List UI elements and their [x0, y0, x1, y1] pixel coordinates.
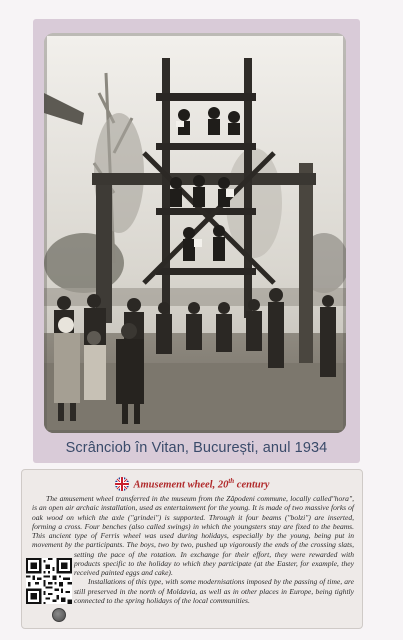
plaque-title-main: Amusement wheel, 20 [133, 479, 229, 491]
historic-photo [44, 33, 346, 433]
uk-flag-icon [115, 477, 129, 491]
plaque-title-tail: century [234, 479, 270, 491]
ferris-wheel-photo-illustration [44, 33, 346, 433]
plaque-paragraph-2: Installations of this type, with some modernisations imposed by the passing of time, are still preserved in the north of Moldavia, as well as in other places in Europe, being tightly connected to the spring holidays of the local communities. [74, 577, 354, 605]
plaque-text [32, 494, 354, 614]
plaque-title-sup: th [228, 477, 235, 486]
plaque-paragraph-1: The amusement wheel transferred in the museum from the Zăpodeni commune, locally called"hora", is an open air archaic installation, used as entertainment for the young. It is made of two massive forks of oak wood on which the axle ("grindei") is supported. Through it four beams ("bolzi") are inserted, forming a cross. Four benches (also called swings) in which the youngsters stay are fixed to the beams. This ancient type of Ferris wheel was used during holidays, especially by the young, being put in movement by the participants. The boys, two by two, pushed up vigorously the ends of the crossing slats, setting the pace of the rotation. In exchange for their effort, they were rewarded with products specific to the holiday to which they participate (at the Easter, for example, they received painted eggs and cake). [32, 494, 354, 577]
photo-caption: Scrânciob în Vitan, București, anul 1934 [65, 440, 328, 456]
plaque-header [22, 476, 362, 492]
plaque-title [134, 477, 270, 491]
screw-icon [52, 608, 66, 622]
qr-code-icon[interactable] [26, 558, 72, 604]
info-plaque [21, 469, 363, 629]
photo-board [33, 19, 360, 463]
